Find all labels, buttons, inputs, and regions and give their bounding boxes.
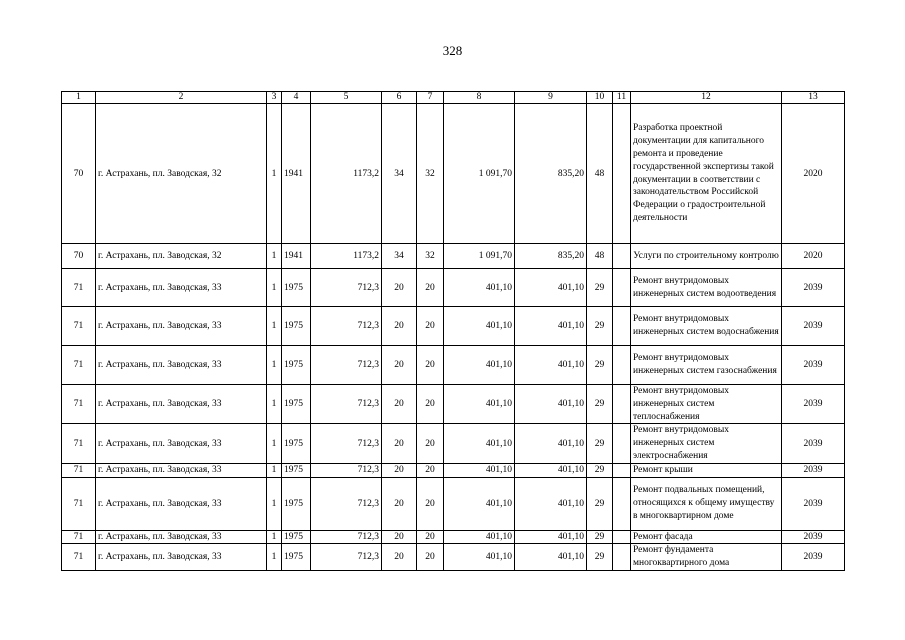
area-cell: 712,3 [311,385,382,424]
col8-cell: 401,10 [444,307,515,346]
col7-cell: 32 [417,244,444,269]
column-number: 13 [782,92,845,104]
address-cell: г. Астрахань, пл. Заводская, 32 [96,244,267,269]
col6-cell: 20 [382,269,417,307]
col6-cell: 20 [382,424,417,463]
col6-cell: 20 [382,530,417,544]
col10-cell: 29 [587,463,613,477]
area-cell: 712,3 [311,424,382,463]
column-number: 10 [587,92,613,104]
area-cell: 712,3 [311,463,382,477]
plan-year-cell: 2039 [782,477,845,530]
col7-cell: 20 [417,269,444,307]
year-built-cell: 1975 [282,307,311,346]
year-built-cell: 1975 [282,346,311,385]
col6-cell: 20 [382,544,417,571]
col7-cell: 32 [417,104,444,244]
row-number: 71 [62,544,96,571]
col7-cell: 20 [417,424,444,463]
col10-cell: 29 [587,385,613,424]
col8-cell: 401,10 [444,385,515,424]
col11-cell [613,269,631,307]
col11-cell [613,307,631,346]
col10-cell: 48 [587,244,613,269]
row-number: 71 [62,307,96,346]
column-number: 2 [96,92,267,104]
year-built-cell: 1975 [282,385,311,424]
plan-year-cell: 2039 [782,424,845,463]
col7-cell: 20 [417,463,444,477]
address-cell: г. Астрахань, пл. Заводская, 32 [96,104,267,244]
address-cell: г. Астрахань, пл. Заводская, 33 [96,463,267,477]
col3-cell: 1 [267,463,282,477]
year-built-cell: 1941 [282,104,311,244]
col3-cell: 1 [267,385,282,424]
year-built-cell: 1975 [282,530,311,544]
work-type-cell: Ремонт внутридомовых инженерных систем водоотведения [631,269,782,307]
col3-cell: 1 [267,104,282,244]
col3-cell: 1 [267,530,282,544]
work-type-cell: Разработка проектной документации для капитального ремонта и проведение государственной экспертизы такой документации в соответствии с законодательством Российской Федерации о градостроительной деятельности [631,104,782,244]
table-row [62,530,845,544]
col11-cell [613,544,631,571]
plan-year-cell: 2039 [782,544,845,571]
col9-cell: 401,10 [515,307,587,346]
col9-cell: 401,10 [515,463,587,477]
col3-cell: 1 [267,346,282,385]
page-number: 328 [442,43,463,58]
plan-year-cell: 2020 [782,244,845,269]
col11-cell [613,346,631,385]
plan-year-cell: 2039 [782,530,845,544]
col8-cell: 1 091,70 [444,244,515,269]
registry-table [61,91,845,571]
plan-year-cell: 2039 [782,346,845,385]
work-type-cell: Ремонт фундамента многоквартирного дома [631,544,782,571]
address-cell: г. Астрахань, пл. Заводская, 33 [96,346,267,385]
col9-cell: 835,20 [515,244,587,269]
col11-cell [613,244,631,269]
area-cell: 712,3 [311,346,382,385]
row-number: 71 [62,477,96,530]
col7-cell: 20 [417,477,444,530]
col3-cell: 1 [267,244,282,269]
area-cell: 1173,2 [311,104,382,244]
col10-cell: 48 [587,104,613,244]
row-number: 70 [62,244,96,269]
col8-cell: 1 091,70 [444,104,515,244]
col6-cell: 20 [382,346,417,385]
column-number: 5 [311,92,382,104]
row-number: 71 [62,269,96,307]
column-number: 3 [267,92,282,104]
address-cell: г. Астрахань, пл. Заводская, 33 [96,530,267,544]
column-number: 11 [613,92,631,104]
col8-cell: 401,10 [444,269,515,307]
work-type-cell: Ремонт крыши [631,463,782,477]
table-row [62,463,845,477]
plan-year-cell: 2039 [782,385,845,424]
col8-cell: 401,10 [444,346,515,385]
col10-cell: 29 [587,307,613,346]
col9-cell: 401,10 [515,269,587,307]
work-type-cell: Ремонт внутридомовых инженерных систем водоснабжения [631,307,782,346]
col10-cell: 29 [587,424,613,463]
address-cell: г. Астрахань, пл. Заводская, 33 [96,424,267,463]
column-number: 1 [62,92,96,104]
column-number: 7 [417,92,444,104]
col6-cell: 34 [382,244,417,269]
col7-cell: 20 [417,307,444,346]
row-number: 71 [62,385,96,424]
year-built-cell: 1975 [282,544,311,571]
col3-cell: 1 [267,544,282,571]
col8-cell: 401,10 [444,544,515,571]
table-row [62,544,845,571]
work-type-cell: Ремонт внутридомовых инженерных систем теплоснабжения [631,385,782,424]
col8-cell: 401,10 [444,463,515,477]
work-type-cell: Ремонт подвальных помещений, относящихся к общему имуществу в многоквартирном доме [631,477,782,530]
row-number: 71 [62,346,96,385]
col9-cell: 401,10 [515,385,587,424]
table-row [62,385,845,424]
table-row [62,307,845,346]
table-row [62,104,845,244]
year-built-cell: 1975 [282,477,311,530]
column-number: 4 [282,92,311,104]
col6-cell: 20 [382,477,417,530]
year-built-cell: 1975 [282,424,311,463]
col9-cell: 401,10 [515,346,587,385]
row-number: 71 [62,463,96,477]
column-number-row [62,92,845,104]
year-built-cell: 1975 [282,269,311,307]
col9-cell: 401,10 [515,424,587,463]
plan-year-cell: 2020 [782,104,845,244]
area-cell: 712,3 [311,307,382,346]
col10-cell: 29 [587,346,613,385]
col11-cell [613,477,631,530]
col10-cell: 29 [587,269,613,307]
year-built-cell: 1941 [282,244,311,269]
col8-cell: 401,10 [444,424,515,463]
col7-cell: 20 [417,385,444,424]
area-cell: 1173,2 [311,244,382,269]
col9-cell: 401,10 [515,530,587,544]
col8-cell: 401,10 [444,530,515,544]
area-cell: 712,3 [311,530,382,544]
col3-cell: 1 [267,477,282,530]
table-row [62,269,845,307]
col11-cell [613,385,631,424]
table-body [62,92,845,571]
table-row [62,477,845,530]
address-cell: г. Астрахань, пл. Заводская, 33 [96,307,267,346]
col6-cell: 20 [382,463,417,477]
table-row [62,424,845,463]
col6-cell: 20 [382,385,417,424]
col6-cell: 20 [382,307,417,346]
col7-cell: 20 [417,346,444,385]
row-number: 71 [62,424,96,463]
col11-cell [613,104,631,244]
work-type-cell: Услуги по строительному контролю [631,244,782,269]
address-cell: г. Астрахань, пл. Заводская, 33 [96,544,267,571]
work-type-cell: Ремонт внутридомовых инженерных систем газоснабжения [631,346,782,385]
col10-cell: 29 [587,544,613,571]
column-number: 8 [444,92,515,104]
work-type-cell: Ремонт внутридомовых инженерных систем электроснабжения [631,424,782,463]
table-row [62,244,845,269]
column-number: 9 [515,92,587,104]
area-cell: 712,3 [311,477,382,530]
col6-cell: 34 [382,104,417,244]
col10-cell: 29 [587,530,613,544]
table-row [62,346,845,385]
col3-cell: 1 [267,424,282,463]
col9-cell: 401,10 [515,477,587,530]
area-cell: 712,3 [311,544,382,571]
column-number: 6 [382,92,417,104]
col11-cell [613,424,631,463]
address-cell: г. Астрахань, пл. Заводская, 33 [96,477,267,530]
year-built-cell: 1975 [282,463,311,477]
row-number: 70 [62,104,96,244]
col8-cell: 401,10 [444,477,515,530]
col11-cell [613,463,631,477]
col10-cell: 29 [587,477,613,530]
row-number: 71 [62,530,96,544]
col3-cell: 1 [267,269,282,307]
col9-cell: 835,20 [515,104,587,244]
col9-cell: 401,10 [515,544,587,571]
col11-cell [613,530,631,544]
col3-cell: 1 [267,307,282,346]
col7-cell: 20 [417,544,444,571]
column-number: 12 [631,92,782,104]
area-cell: 712,3 [311,269,382,307]
plan-year-cell: 2039 [782,307,845,346]
address-cell: г. Астрахань, пл. Заводская, 33 [96,269,267,307]
work-type-cell: Ремонт фасада [631,530,782,544]
plan-year-cell: 2039 [782,269,845,307]
col7-cell: 20 [417,530,444,544]
address-cell: г. Астрахань, пл. Заводская, 33 [96,385,267,424]
plan-year-cell: 2039 [782,463,845,477]
